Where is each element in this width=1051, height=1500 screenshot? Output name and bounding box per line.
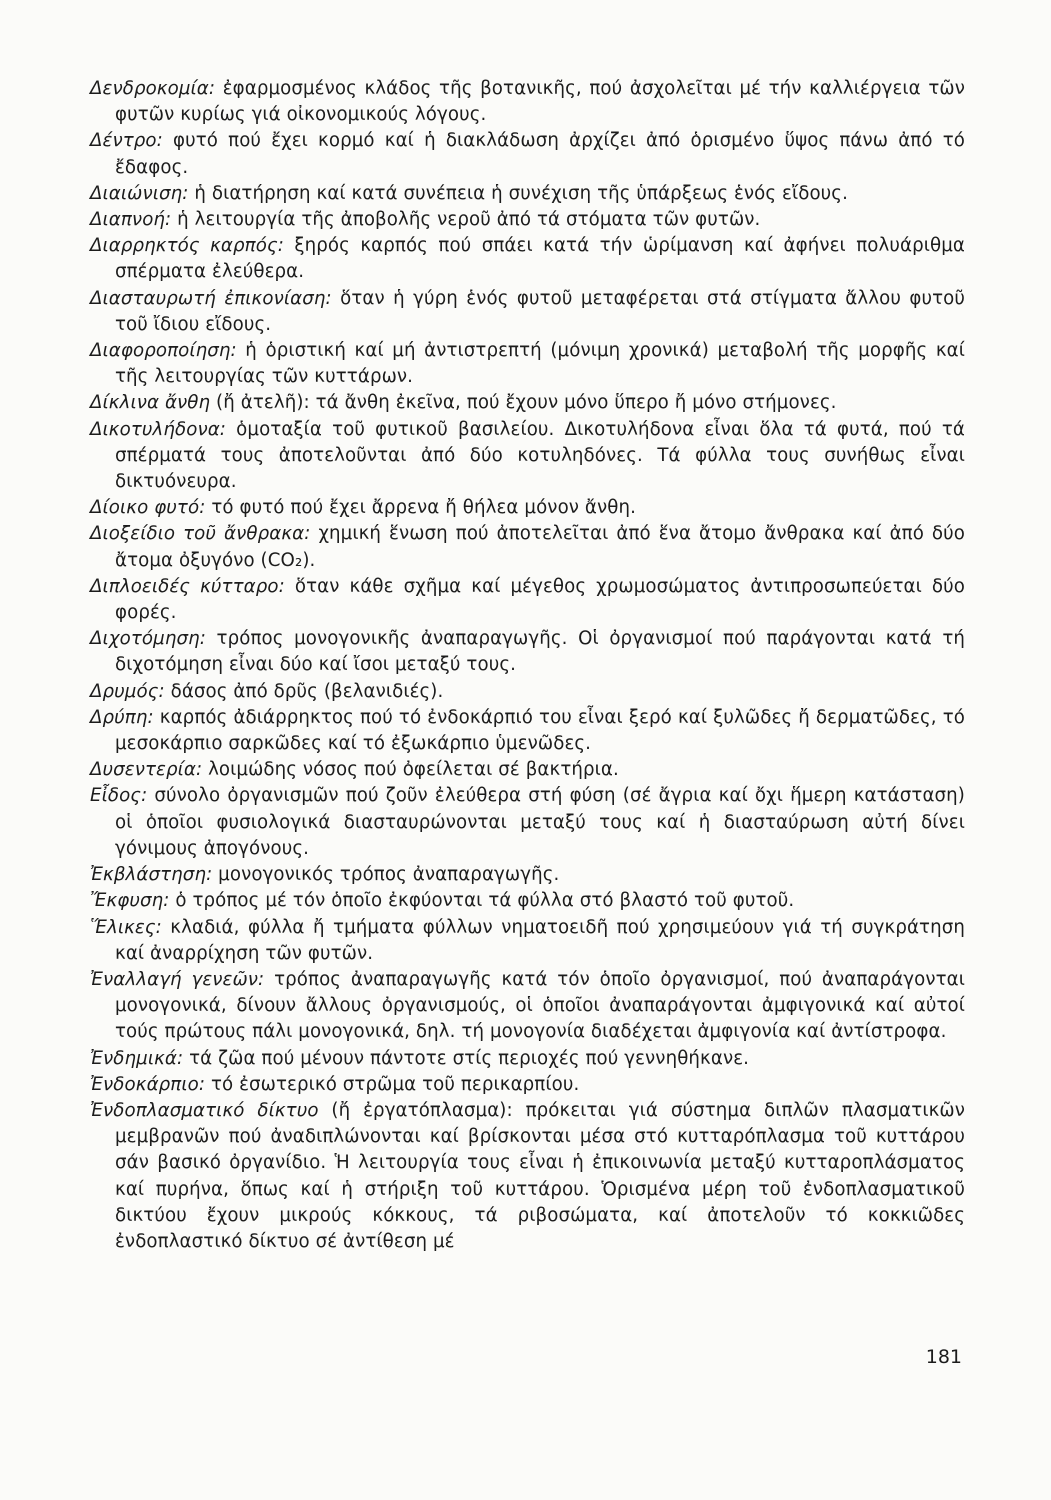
glossary-entry: [90, 76, 965, 128]
glossary-entry: [90, 757, 965, 783]
glossary-entry: [90, 783, 965, 862]
glossary-term: Ἐνδοκάρπιο:: [90, 1073, 206, 1095]
glossary-definition: ἡ διατήρηση καί κατά συνέπεια ἡ συνέχιση τῆς ὑπάρξεως ἑνός εἴδους.: [188, 182, 848, 204]
glossary-term: Ἐκβλάστηση:: [90, 864, 213, 886]
glossary-definition: ἡ ὁριστική καί μή ἀντιστρεπτή (μόνιμη χρονικά) μεταβολή τῆς μορφῆς καί τῆς λειτουργίας τῶν κυττάρων.: [115, 340, 965, 388]
glossary-definition: (ἤ ἐργατόπλασμα): πρόκειται γιά σύστημα διπλῶν πλασματικῶν μεμβρανῶν πού ἀναδιπλώνονται καί βρίσκονται μέσα στό κυτταρόπλασμα τοῦ κυττάρου σάν βασικό ὀργανίδιο. Ἡ λειτουργία τους εἶναι ἡ ἐπικοινωνία μεταξύ κυτταροπλάσματος καί πυρήνα, ὅπως καί ἡ στήριξη τοῦ κυττάρου. Ὁρισμένα μέρη τοῦ ἐνδοπλασματικοῦ δικτύου ἔχουν μικρούς κόκκους, τά ριβοσώματα, καί ἀποτελοῦν τό κοκκιῶδες ἐνδοπλαστικό δίκτυο σέ ἀντίθεση μέ: [115, 1099, 965, 1252]
glossary-definition: ὅταν κάθε σχῆμα καί μέγεθος χρωμοσώματος ἀντιπροσωπεύεται δύο φορές.: [115, 575, 966, 624]
glossary-term: Δενδροκομία:: [90, 78, 216, 99]
glossary-entry: [90, 128, 965, 180]
glossary-entry: [90, 888, 965, 914]
glossary-term: Δυσεντερία:: [90, 759, 203, 781]
glossary-entry: [90, 338, 965, 390]
glossary-term: Διασταυρωτή ἐπικονίαση:: [90, 287, 332, 309]
glossary-term: Διαφοροποίηση:: [90, 340, 237, 362]
glossary-term: Ἔκφυση:: [90, 890, 170, 912]
glossary-definition: ἡ λειτουργία τῆς ἀποβολῆς νεροῦ ἀπό τά στόματα τῶν φυτῶν.: [171, 209, 761, 231]
glossary-term: Δρυμός:: [90, 680, 165, 702]
glossary-entry: [90, 679, 965, 705]
glossary-definition: χημική ἕνωση πού ἀποτελεῖται ἀπό ἕνα ἄτομο ἄνθρακα καί ἀπό δύο ἄτομα ὀξυγόνο (CO₂).: [115, 523, 965, 571]
glossary-term: Διαιώνιση:: [90, 182, 189, 204]
glossary-definition: ὅταν ἡ γύρη ἑνός φυτοῦ μεταφέρεται στά στίγματα ἄλλου φυτοῦ τοῦ ἴδιου εἴδους.: [115, 287, 965, 335]
glossary-definition: ὁμοταξία τοῦ φυτικοῦ βασιλείου. Δικοτυλήδονα εἶναι ὅλα τά φυτά, πού τά σπέρματά τους ἀποτελοῦνται ἀπό δύο κοτυληδόνες. Τά φύλλα τους συνήθως εἶναι δικτυόνευρα.: [115, 418, 965, 493]
glossary-entry: [90, 626, 965, 678]
glossary-definition: μονογονικός τρόπος ἀναπαραγωγῆς.: [212, 864, 560, 886]
glossary-definition: τρόπος ἀναπαραγωγῆς κατά τόν ὁποῖο ὀργανισμοί, πού ἀναπαράγονται μονογονικά, δίνουν ἄλλους ὀργανισμούς, οἱ ὁποῖοι ἀναπαράγονται ἀμφιγονικά καί αὐτοί τούς πρώτους πάλι μονογονικά, δηλ. τή μονογονία διαδέχεται ἀμφιγονία καί ἀντίστροφα.: [115, 968, 965, 1043]
glossary-term: Διοξείδιο τοῦ ἄνθρακα:: [90, 523, 311, 545]
glossary-entry: [90, 181, 965, 207]
glossary-entry: [90, 417, 965, 496]
glossary-entry: [90, 286, 965, 338]
glossary-entry: [90, 1046, 965, 1072]
glossary-term: Δίκλινα ἄνθη: [90, 392, 211, 414]
glossary-entry: [90, 207, 965, 233]
glossary-term: Εἶδος:: [90, 785, 148, 807]
glossary-definition: τό φυτό πού ἔχει ἄρρενα ἤ θήλεα μόνον ἄνθη.: [205, 497, 637, 519]
glossary-definition: σύνολο ὀργανισμῶν πού ζοῦν ἐλεύθερα στή φύση (σέ ἄγρια καί ὄχι ἥμερη κατάσταση) οἱ ὁποῖοι φυσιολογικά διασταυρώνονται μεταξύ τους καί ἡ διασταύρωση αὐτή δίνει γόνιμους ἀπογόνους.: [115, 785, 965, 859]
glossary-entry: [90, 1098, 965, 1255]
glossary-definition: (ἤ ἀτελῆ): τά ἄνθη ἐκεῖνα, πού ἔχουν μόνο ὕπερο ἤ μόνο στήμονες.: [210, 392, 837, 414]
glossary-term: Διαρρηκτός καρπός:: [90, 235, 284, 257]
glossary-term: Ἕλικες:: [90, 916, 162, 938]
glossary-term: Ἐνδοπλασματικό δίκτυο: [90, 1099, 319, 1121]
glossary-entry: [90, 915, 965, 967]
glossary-definition: τά ζῶα πού μένουν πάντοτε στίς περιοχές πού γεννηθήκανε.: [183, 1047, 750, 1069]
glossary-entry: [90, 574, 965, 626]
glossary-definition: τρόπος μονογονικῆς ἀναπαραγωγῆς. Οἱ ὀργανισμοί πού παράγονται κατά τή διχοτόμηση εἶναι δύο καί ἴσοι μεταξύ τους.: [115, 628, 965, 676]
glossary-term: Δρύπη:: [90, 706, 154, 728]
glossary-definition: λοιμώδης νόσος πού ὀφείλεται σέ βακτήρια.: [202, 759, 619, 781]
glossary-definition: κλαδιά, φύλλα ἤ τμήματα φύλλων νηματοειδῆ πού χρησιμεύουν γιά τή συγκράτηση καί ἀναρρίχηση τῶν φυτῶν.: [115, 916, 965, 964]
glossary-term: Ἐνδημικά:: [90, 1047, 184, 1069]
glossary-term: Δικοτυλήδονα:: [90, 418, 227, 440]
glossary-term: Δέντρο:: [90, 130, 163, 152]
glossary-entry: [90, 705, 965, 757]
glossary-entry: [90, 862, 965, 888]
glossary-term: Ἐναλλαγή γενεῶν:: [90, 968, 265, 990]
glossary-definition: καρπός ἀδιάρρηκτος πού τό ἐνδοκάρπιό του εἶναι ξερό καί ξυλῶδες ἤ δερματῶδες, τό μεσοκάρπιο σαρκῶδες καί τό ἐξωκάρπιο ὑμενῶδες.: [115, 706, 965, 755]
glossary-entry: [90, 233, 965, 285]
glossary-entry: [90, 967, 965, 1046]
glossary-entry: [90, 1072, 965, 1098]
page-number: 181: [925, 1346, 962, 1368]
glossary-term: Διπλοειδές κύτταρο:: [90, 575, 285, 597]
glossary-definition: τό ἐσωτερικό στρῶμα τοῦ περικαρπίου.: [205, 1073, 580, 1095]
glossary-entry: [90, 495, 965, 521]
glossary-term: Διαπνοή:: [90, 209, 172, 231]
glossary-definition: ξηρός καρπός πού σπάει κατά τήν ὡρίμανση καί ἀφήνει πολυάριθμα σπέρματα ἐλεύθερα.: [115, 235, 965, 283]
glossary-definition: ἐφαρμοσμένος κλάδος τῆς βοτανικῆς, πού ἀσχολεῖται μέ τήν καλλιέργεια τῶν φυτῶν κυρίως γιά οἰκονομικούς λόγους.: [115, 78, 965, 126]
glossary-definition: ὁ τρόπος μέ τόν ὁποῖο ἐκφύονται τά φύλλα στό βλαστό τοῦ φυτοῦ.: [169, 890, 795, 912]
glossary-term: Δίοικο φυτό:: [90, 497, 206, 519]
glossary-entry: [90, 521, 965, 573]
glossary-term: Διχοτόμηση:: [90, 628, 206, 650]
glossary-definition: δάσος ἀπό δρῦς (βελανιδιές).: [164, 680, 444, 702]
glossary-entry: [90, 390, 965, 416]
glossary-list: [90, 76, 965, 1255]
glossary-definition: φυτό πού ἔχει κορμό καί ἡ διακλάδωση ἀρχίζει ἀπό ὁρισμένο ὕψος πάνω ἀπό τό ἔδαφος.: [115, 130, 965, 178]
